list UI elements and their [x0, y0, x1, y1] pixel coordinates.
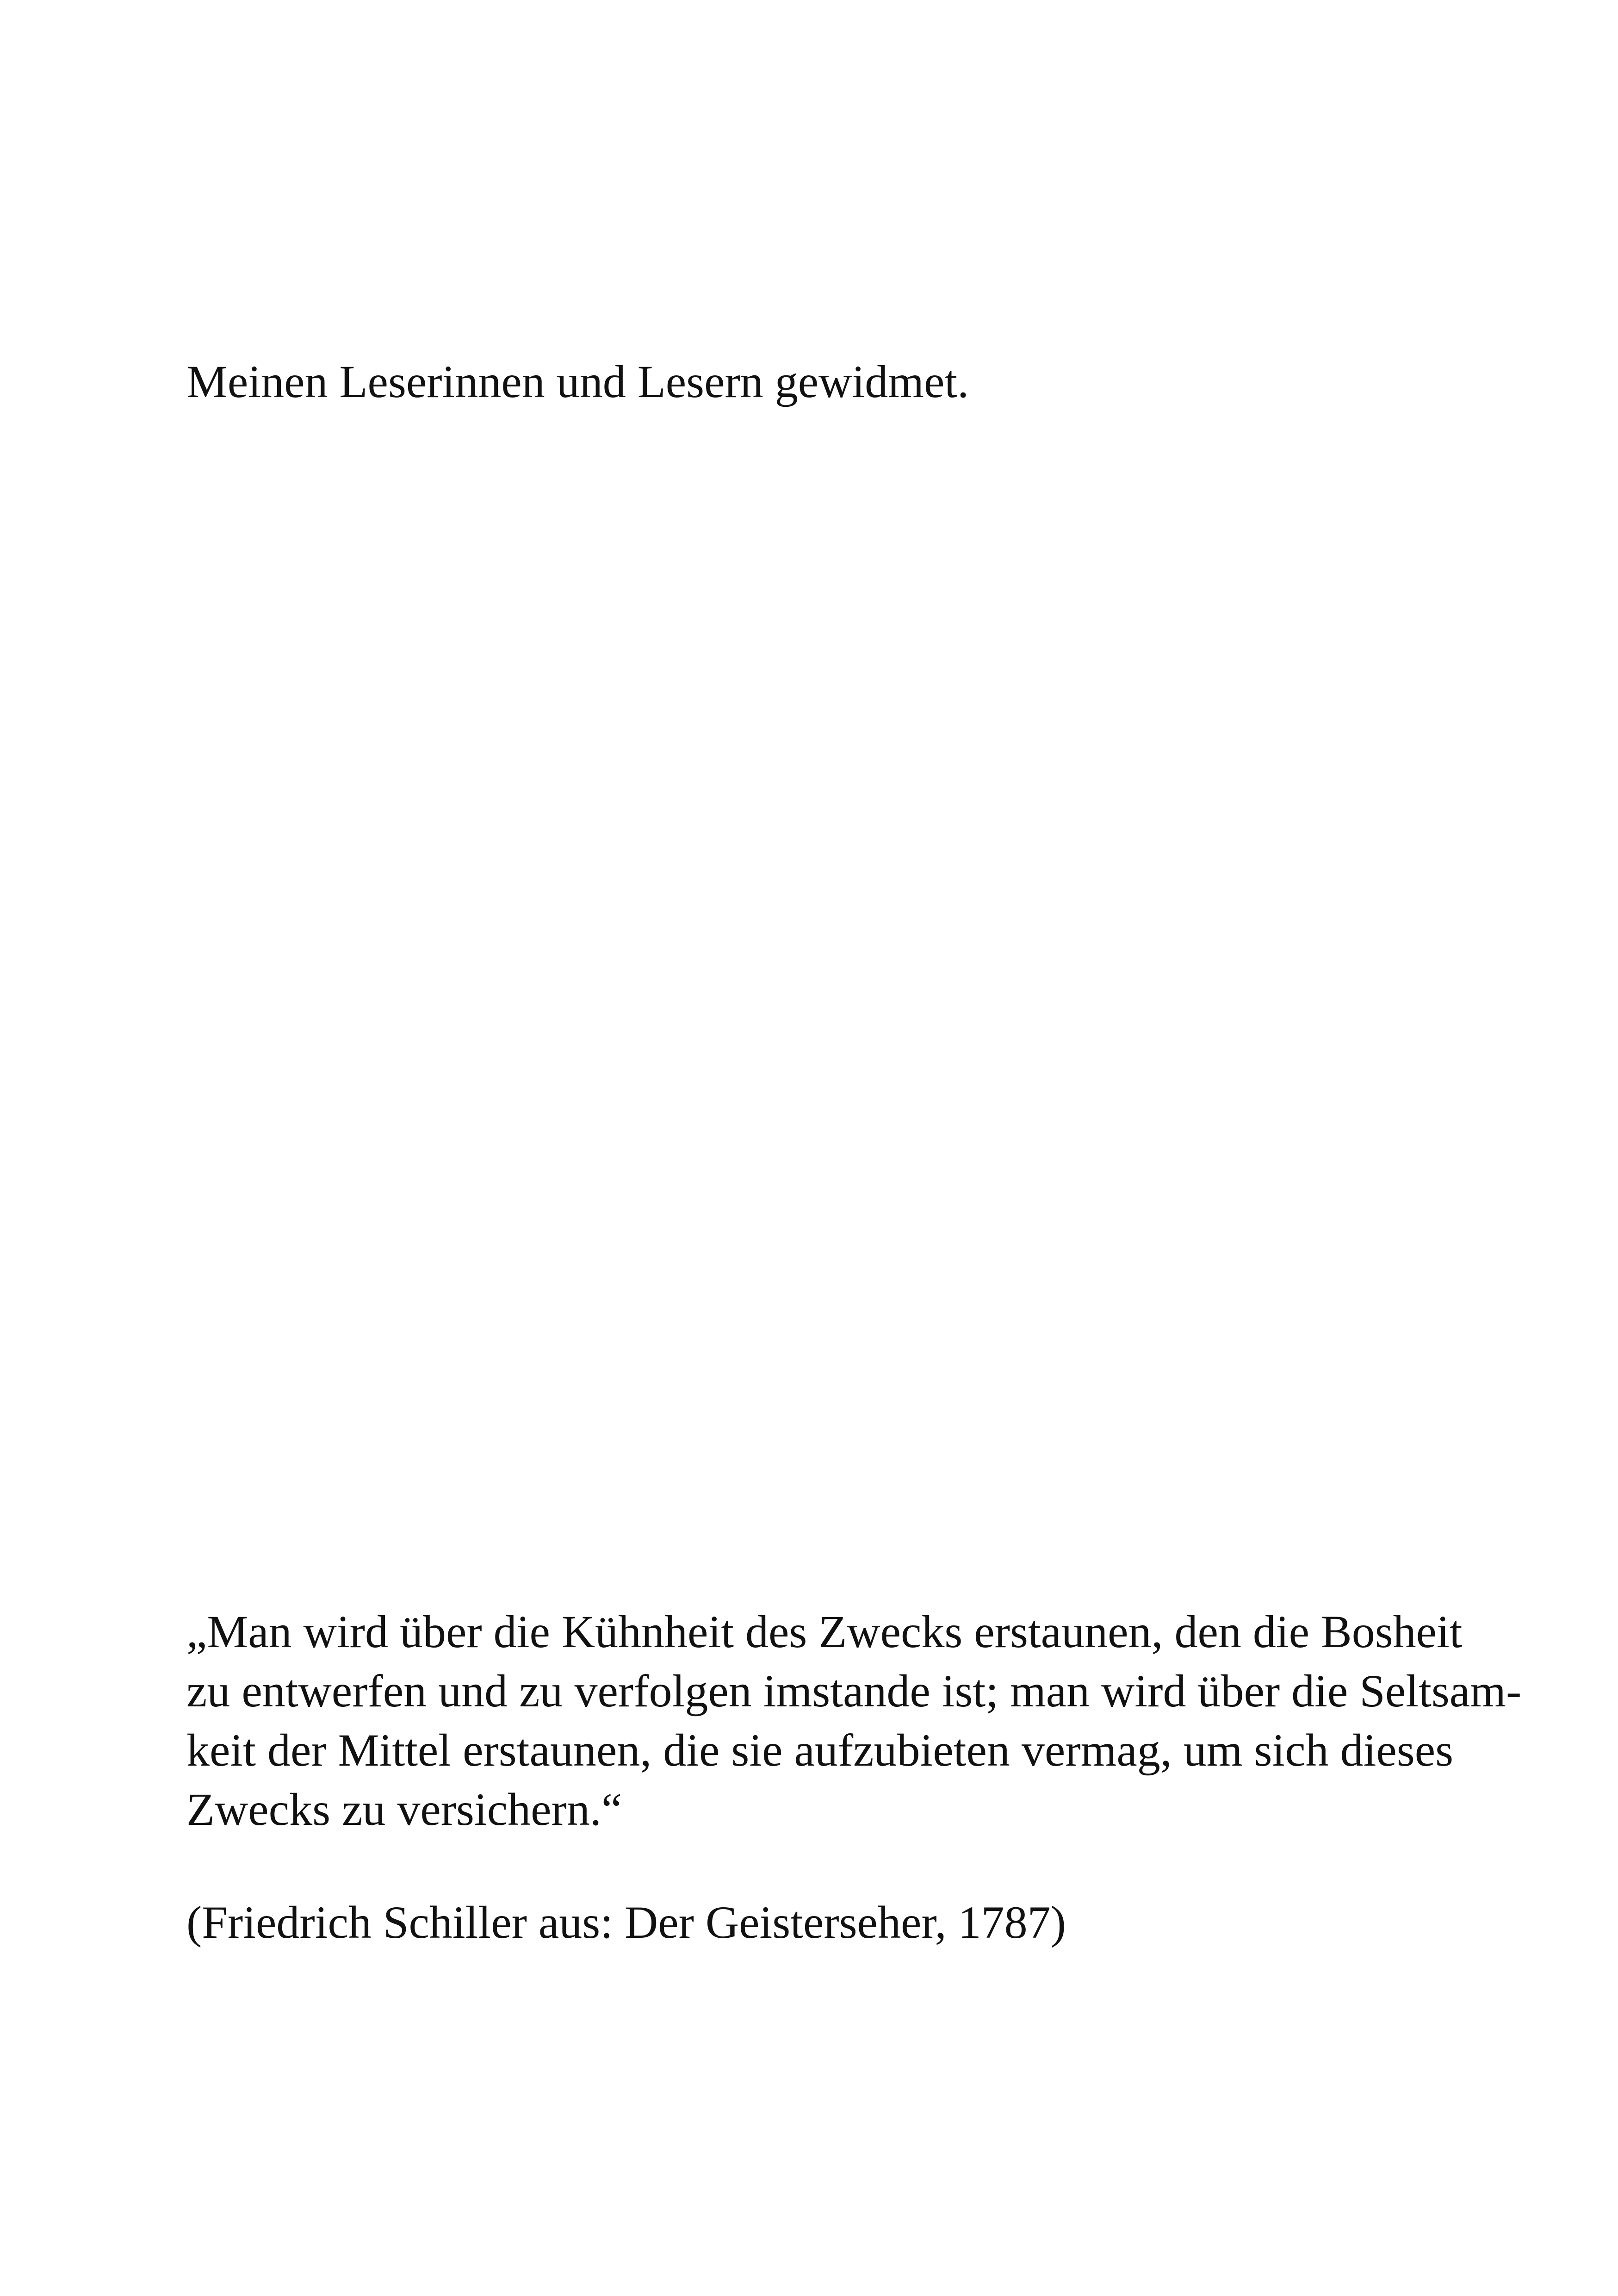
quote-line-4: Zwecks zu versichern.“: [186, 1784, 622, 1835]
quote-line-2: zu entwerfen und zu verfolgen imstande ist; man wird über die Seltsam-: [186, 1665, 1522, 1717]
epigraph-quote: [186, 1602, 1522, 1839]
epigraph: [186, 1602, 1522, 1953]
quote-line-3: keit der Mittel erstaunen, die sie aufzubieten vermag, um sich dieses: [186, 1724, 1453, 1776]
quote-line-1: „Man wird über die Kühnheit des Zwecks erstaunen, den die Bosheit: [186, 1606, 1463, 1657]
epigraph-source: (Friedrich Schiller aus: Der Geisterseher, 1787): [186, 1897, 1066, 1948]
dedication-text: Meinen Leserinnen und Lesern gewidmet.: [186, 356, 969, 407]
